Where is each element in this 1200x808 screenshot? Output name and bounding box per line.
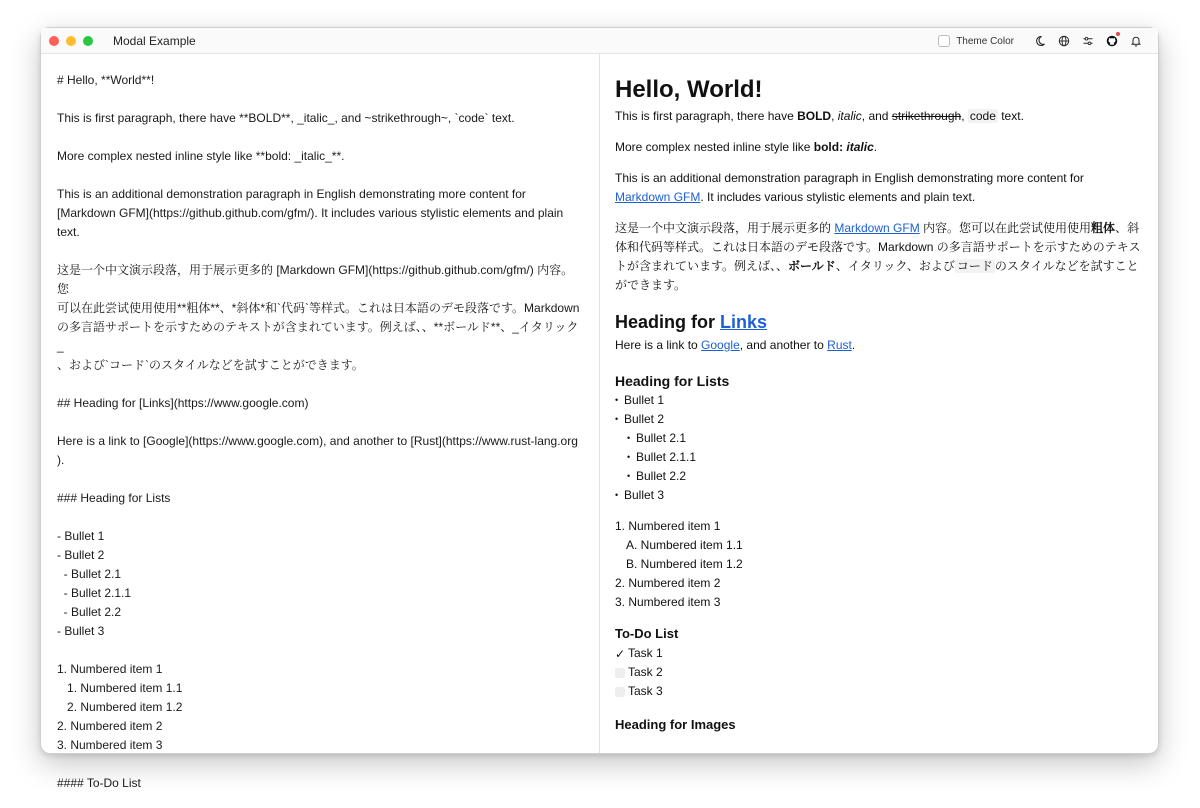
editor-line[interactable]: Here is a link to [Google](https://www.google.com), and another to [Rust](https://www.rust-lang.org — [57, 434, 578, 448]
editor-line[interactable]: # Hello, **World**! — [57, 73, 155, 87]
window-title: Modal Example — [113, 33, 196, 48]
list-item: • Bullet 1 — [615, 393, 665, 407]
preview-paragraph-4: 这是一个中文演示段落，用于展示更多的 Markdown GFM 内容。您可以在此尝试使用使用粗体、斜体和代码等样式。これは日本語のデモ段落です。Markdown の多言語サポートを示すためのテキストが含まれています。例えば、、ボールド、イタリック、および コード のスタイルなどを試すことができます。 — [615, 221, 1141, 292]
editor-line[interactable]: の多言語サポートを示すためのテキストが含まれています。例えば、、**ボールド**、_イタリック_ — [57, 320, 579, 353]
editor-line[interactable]: text. — [57, 225, 80, 239]
editor-line[interactable]: [Markdown GFM](https://github.github.com/gfm/). It includes various stylistic elements and plain — [57, 206, 564, 220]
globe-icon[interactable] — [1052, 28, 1076, 54]
github-notification-dot — [1116, 32, 1120, 36]
editor-line[interactable]: - Bullet 1 — [57, 529, 105, 543]
markdown-preview — [600, 54, 1158, 753]
theme-color-checkbox[interactable] — [938, 35, 950, 47]
list-item: A. Numbered item 1.1 — [626, 538, 743, 552]
editor-line[interactable] — [57, 242, 583, 261]
markdown-gfm-link-2[interactable]: Markdown GFM — [834, 221, 920, 235]
numbered-list — [615, 517, 1142, 612]
editor-line[interactable]: 1. Numbered item 1 — [57, 662, 163, 676]
editor-line[interactable] — [57, 755, 583, 774]
task-item[interactable]: Task 2 — [615, 663, 1142, 682]
github-icon[interactable] — [1100, 28, 1124, 54]
markdown-editor[interactable] — [41, 54, 600, 790]
editor-line[interactable] — [57, 508, 583, 527]
editor-line[interactable]: - Bullet 2.2 — [57, 605, 122, 619]
list-item: 1. Numbered item 1 — [615, 519, 721, 533]
editor-line[interactable] — [57, 90, 583, 109]
moon-icon[interactable] — [1028, 28, 1052, 54]
task-checkbox[interactable] — [615, 687, 625, 697]
editor-line[interactable] — [57, 641, 583, 660]
minimize-window-button[interactable] — [66, 36, 76, 46]
links-heading-link[interactable]: Links — [720, 312, 768, 332]
editor-line[interactable]: 2. Numbered item 2 — [57, 719, 163, 733]
window-controls — [49, 36, 93, 46]
list-item: • Bullet 2 — [615, 412, 665, 426]
bell-icon[interactable] — [1124, 28, 1148, 54]
editor-line[interactable]: This is an additional demonstration paragraph in English demonstrating more content for — [57, 187, 526, 201]
app-window — [40, 27, 1159, 790]
task-item[interactable]: Task 3 — [615, 682, 1142, 701]
task-item[interactable]: ✓ Task 1 — [615, 646, 663, 661]
list-item: B. Numbered item 1.2 — [626, 557, 743, 571]
checkmark-icon[interactable]: ✓ — [615, 646, 626, 661]
preview-h3-lists: Heading for Lists — [615, 373, 730, 389]
list-item: • Bullet 2.1 — [627, 431, 687, 445]
maximize-window-button[interactable] — [83, 36, 93, 46]
editor-line[interactable]: #### To-Do List — [57, 776, 141, 790]
preview-paragraph-5: Here is a link to Google, and another to Rust. — [615, 338, 856, 352]
list-item: • Bullet 3 — [615, 488, 665, 502]
preview-h1: Hello, World! — [615, 76, 763, 103]
editor-line[interactable]: ## Heading for [Links](https://www.google.com) — [57, 396, 309, 410]
bullet-list — [615, 391, 1142, 505]
preview-paragraph-2: More complex nested inline style like bold: italic. — [615, 140, 878, 154]
toolbar — [938, 28, 1148, 54]
editor-line[interactable]: More complex nested inline style like **bold: _italic_**. — [57, 149, 345, 163]
markdown-gfm-link[interactable]: Markdown GFM — [615, 190, 701, 204]
editor-line[interactable]: 1. Numbered item 1.1 — [57, 681, 183, 695]
editor-line[interactable]: - Bullet 3 — [57, 624, 105, 638]
editor-line[interactable] — [57, 413, 583, 432]
preview-paragraph-3: This is an additional demonstration paragraph in English demonstrating more content for Markdown GFM. It includes various stylistic elements and plain text. — [615, 171, 1084, 204]
sliders-icon[interactable] — [1076, 28, 1100, 54]
split-panes — [41, 54, 1158, 790]
preview-h4-todo: To-Do List — [615, 626, 679, 641]
close-window-button[interactable] — [49, 36, 59, 46]
list-item: 3. Numbered item 3 — [615, 595, 721, 609]
list-item: • Bullet 2.2 — [627, 469, 687, 483]
preview-paragraph-1: This is first paragraph, there have BOLD, italic, and strikethrough, code text. — [615, 109, 1024, 123]
editor-line[interactable]: 3. Numbered item 3 — [57, 738, 163, 752]
list-item: 2. Numbered item 2 — [615, 576, 721, 590]
task-checkbox[interactable] — [615, 668, 625, 678]
editor-line[interactable]: 、および`コード`のスタイルなどを試すことができます。 — [57, 358, 364, 372]
editor-line[interactable]: - Bullet 2 — [57, 548, 105, 562]
editor-line[interactable]: ### Heading for Lists — [57, 491, 171, 505]
editor-line[interactable]: - Bullet 2.1 — [57, 567, 122, 581]
editor-line[interactable]: - Bullet 2.1.1 — [57, 586, 132, 600]
rust-link[interactable]: Rust — [827, 338, 852, 352]
todo-list — [615, 644, 1142, 701]
editor-line[interactable]: 2. Numbered item 1.2 — [57, 700, 183, 714]
editor-line[interactable]: This is first paragraph, there have **BOLD**, _italic_, and ~strikethrough~, `code` text. — [57, 111, 515, 125]
google-link[interactable]: Google — [701, 338, 740, 352]
editor-line[interactable] — [57, 166, 583, 185]
preview-h4-images: Heading for Images — [615, 717, 736, 732]
editor-line[interactable]: 可以在此尝试使用使用**粗体**、*斜体*和`代码`等样式。これは日本語のデモ段落です。Markdown — [57, 301, 580, 315]
preview-h2-links: Heading for Links — [615, 312, 768, 332]
editor-line[interactable]: ). — [57, 453, 65, 467]
editor-line[interactable]: 这是一个中文演示段落，用于展示更多的 [Markdown GFM](https://github.github.com/gfm/) 内容。您 — [57, 263, 574, 296]
editor-line[interactable] — [57, 470, 583, 489]
title-bar — [41, 28, 1158, 54]
list-item: • Bullet 2.1.1 — [627, 450, 697, 464]
editor-line[interactable] — [57, 375, 583, 394]
editor-line[interactable] — [57, 128, 583, 147]
theme-color-label: Theme Color — [956, 35, 1014, 47]
theme-color-toggle[interactable] — [938, 35, 1014, 47]
